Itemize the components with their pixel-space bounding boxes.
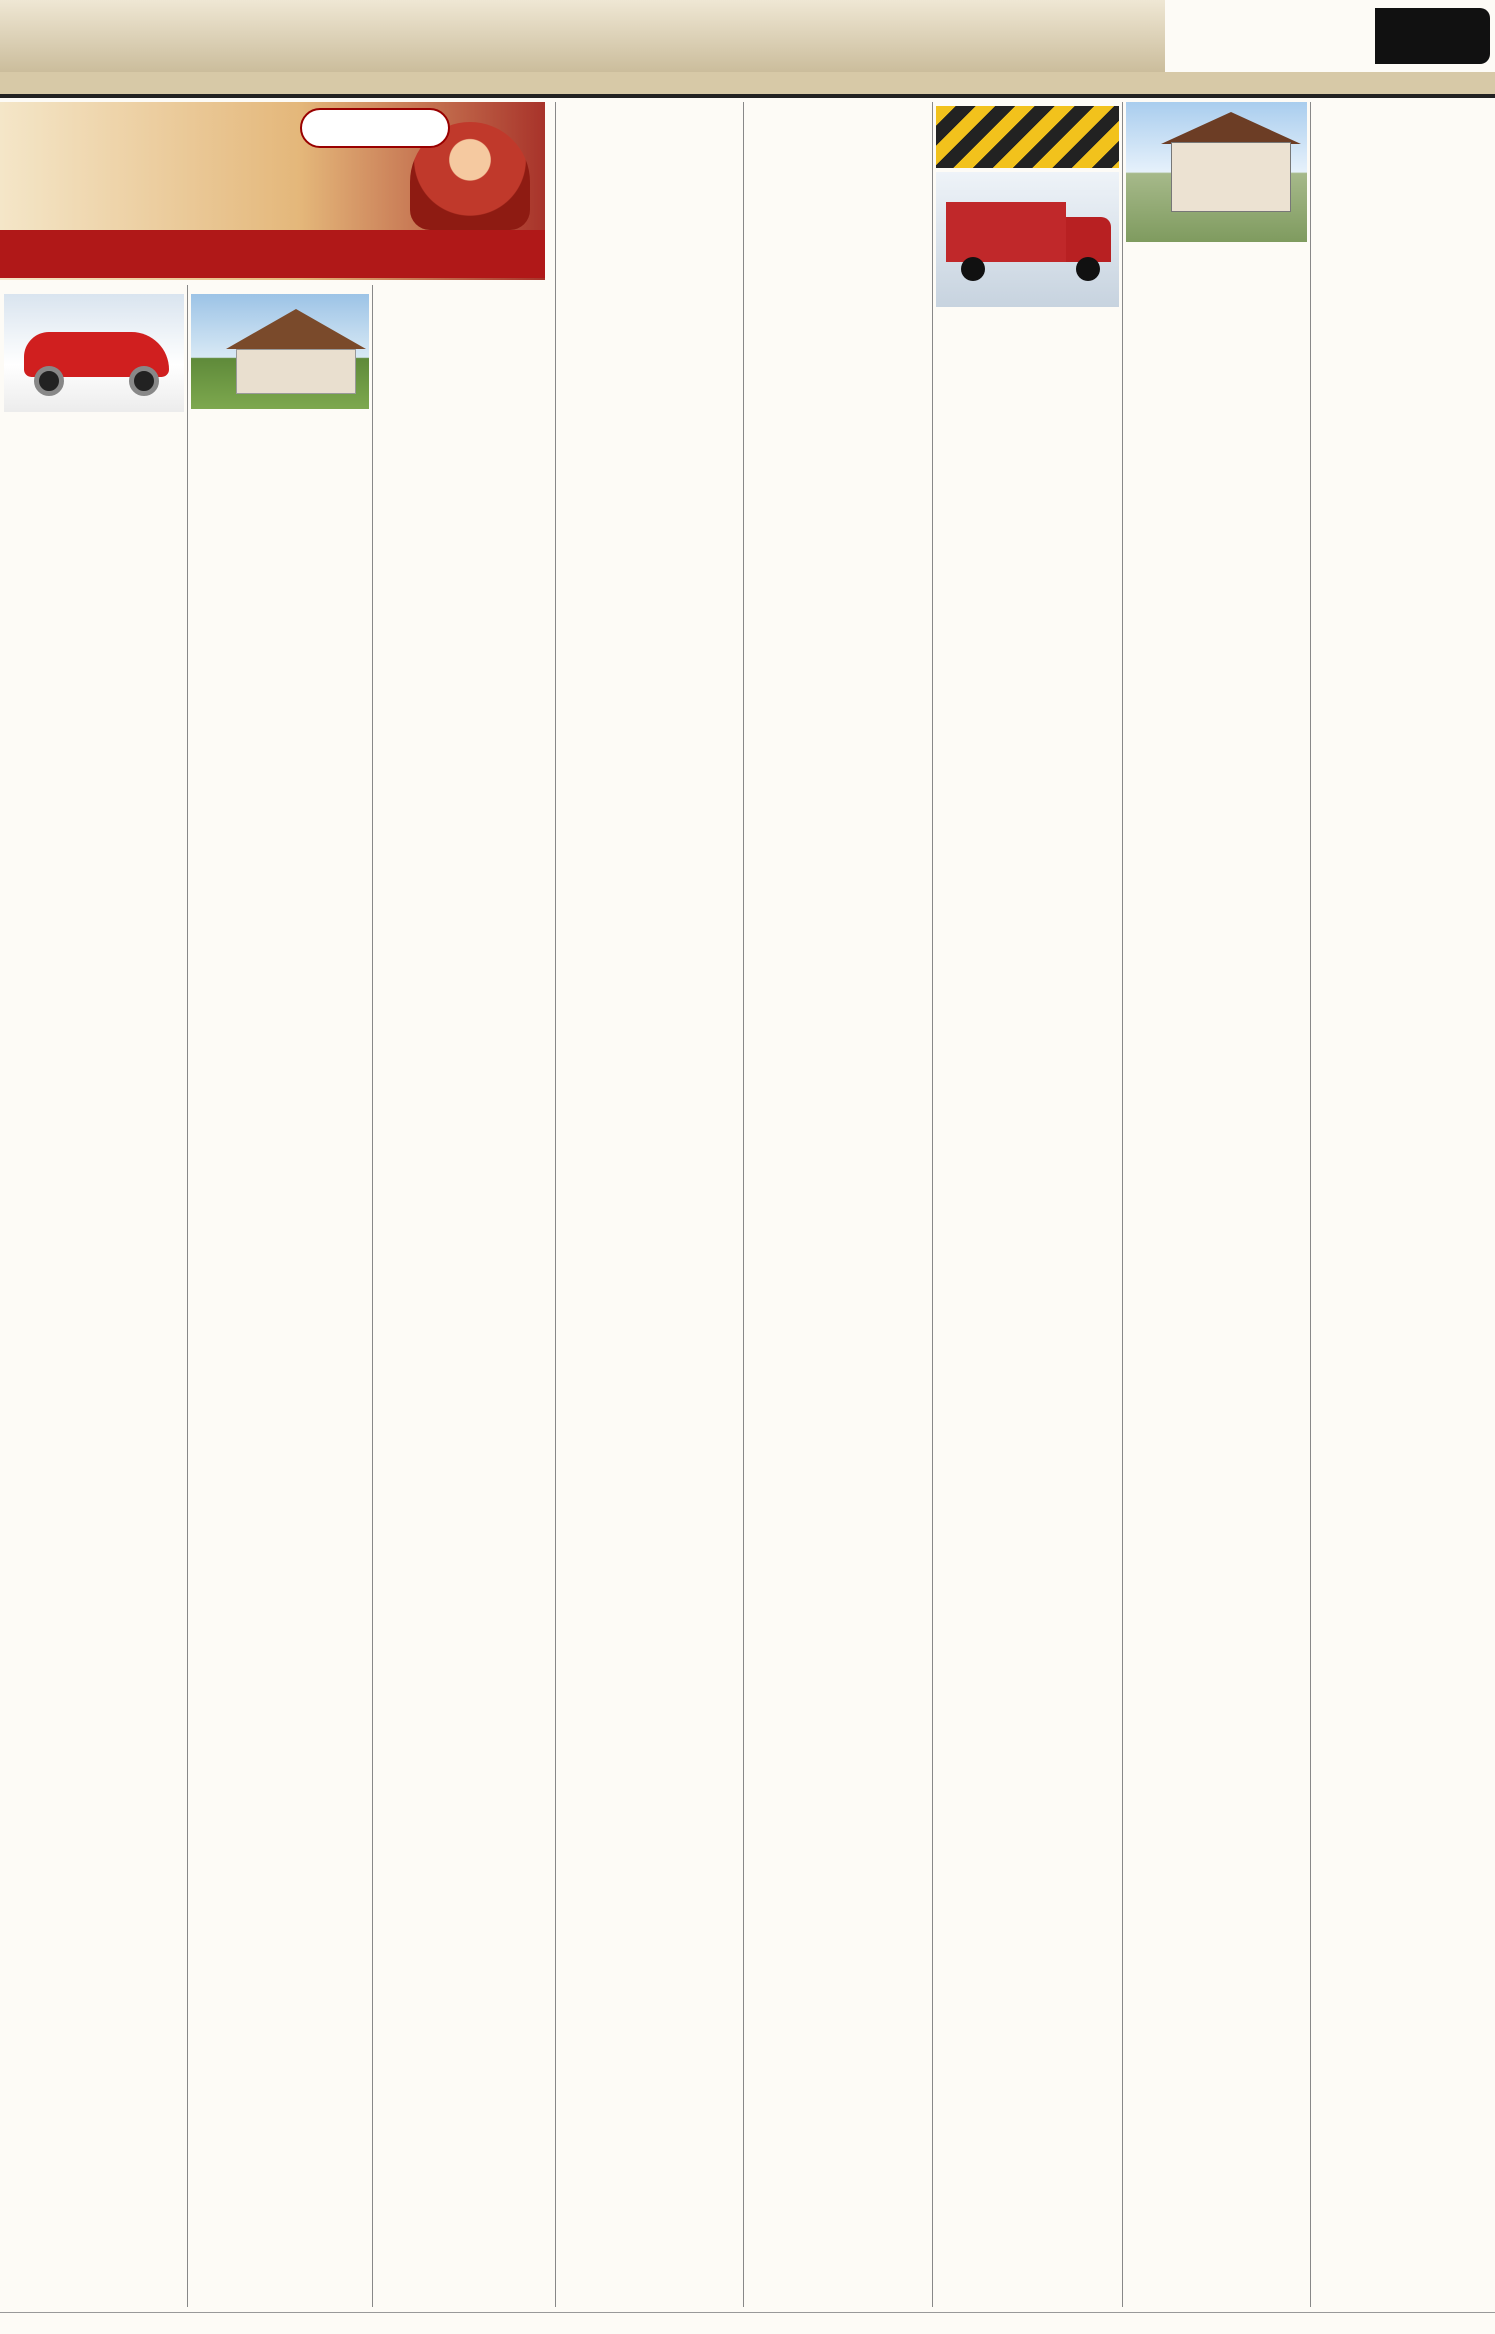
column-rule [932, 102, 933, 2307]
column-rule [187, 285, 188, 2307]
page-number [1375, 8, 1490, 64]
car-wheel [129, 366, 159, 396]
house-image [236, 349, 356, 394]
truck-image [946, 202, 1066, 262]
car-wheel [34, 366, 64, 396]
house-image [1171, 142, 1291, 212]
masthead [0, 0, 1495, 98]
truck-cab [1066, 217, 1111, 262]
real-estate-banner [191, 294, 369, 409]
column-rule [372, 285, 373, 2307]
column-4 [559, 102, 740, 2307]
packers-banner [936, 172, 1119, 307]
to-let-banner [1126, 102, 1307, 242]
truck-wheel [961, 257, 985, 281]
automobile-banner [4, 294, 184, 412]
column-rule [1310, 102, 1311, 2307]
column-3 [376, 290, 552, 2307]
footer [0, 2312, 1495, 2334]
column-6 [936, 102, 1119, 2307]
construction-banner [936, 106, 1119, 168]
column-7 [1126, 102, 1307, 2307]
column-8 [1314, 102, 1492, 2307]
matrimonial-logo [300, 108, 450, 148]
matrimonial-banner [0, 102, 545, 280]
masthead-banner [0, 0, 1165, 72]
column-rule [1122, 102, 1123, 2307]
truck-wheel [1076, 257, 1100, 281]
newspaper-logo [1175, 6, 1365, 66]
house-roof [226, 309, 366, 349]
matrimonial-heading [0, 230, 545, 278]
column-2 [191, 290, 369, 2307]
house-roof [1161, 112, 1301, 144]
column-rule [555, 102, 556, 2307]
column-rule [743, 102, 744, 2307]
date-strip [0, 72, 1495, 94]
column-5 [747, 102, 929, 2307]
column-1 [4, 290, 184, 2307]
